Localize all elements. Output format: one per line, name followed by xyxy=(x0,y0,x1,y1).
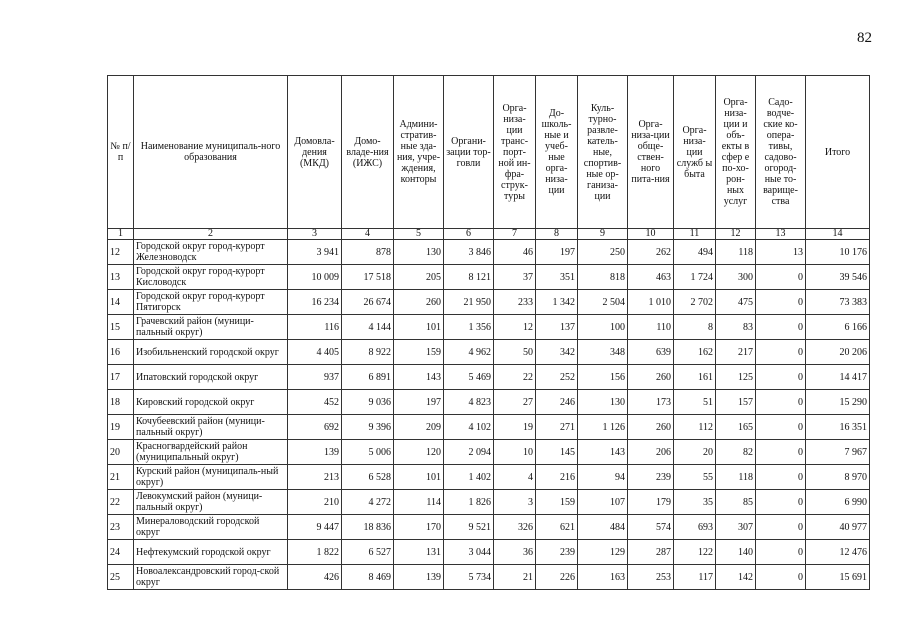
value-cell: 818 xyxy=(578,265,628,290)
row-number-cell: 17 xyxy=(108,365,134,390)
table-row xyxy=(108,365,870,390)
value-cell: 197 xyxy=(394,390,444,415)
municipality-name-cell: Кировский городской округ xyxy=(134,390,288,415)
value-cell: 83 xyxy=(716,315,756,340)
value-cell: 15 691 xyxy=(806,565,870,590)
table-row xyxy=(108,240,870,265)
table-row xyxy=(108,565,870,590)
value-cell: 9 447 xyxy=(288,515,342,540)
value-cell: 205 xyxy=(394,265,444,290)
value-cell: 271 xyxy=(536,415,578,440)
value-cell: 197 xyxy=(536,240,578,265)
value-cell: 262 xyxy=(628,240,674,265)
value-cell: 107 xyxy=(578,490,628,515)
value-cell: 217 xyxy=(716,340,756,365)
value-cell: 173 xyxy=(628,390,674,415)
value-cell: 9 521 xyxy=(444,515,494,540)
value-cell: 20 xyxy=(674,440,716,465)
value-cell: 4 962 xyxy=(444,340,494,365)
value-cell: 0 xyxy=(756,565,806,590)
value-cell: 1 356 xyxy=(444,315,494,340)
row-number-cell: 19 xyxy=(108,415,134,440)
column-header: Наименование муниципаль-ного образования xyxy=(134,76,288,229)
table-row xyxy=(108,415,870,440)
value-cell: 2 504 xyxy=(578,290,628,315)
value-cell: 26 674 xyxy=(342,290,394,315)
value-cell: 239 xyxy=(536,540,578,565)
column-header: № п/п xyxy=(108,76,134,229)
page-number: 82 xyxy=(857,30,872,46)
column-number: 9 xyxy=(578,229,628,240)
value-cell: 3 846 xyxy=(444,240,494,265)
column-header: Органи-зации тор-говли xyxy=(444,76,494,229)
column-number: 10 xyxy=(628,229,674,240)
value-cell: 55 xyxy=(674,465,716,490)
table-row xyxy=(108,265,870,290)
value-cell: 16 234 xyxy=(288,290,342,315)
table-row xyxy=(108,315,870,340)
value-cell: 326 xyxy=(494,515,536,540)
value-cell: 37 xyxy=(494,265,536,290)
value-cell: 20 206 xyxy=(806,340,870,365)
value-cell: 252 xyxy=(536,365,578,390)
value-cell: 10 176 xyxy=(806,240,870,265)
value-cell: 351 xyxy=(536,265,578,290)
table-row xyxy=(108,340,870,365)
column-header: Куль-турно-развле-катель-ные, спортив-ные ор-ганиза-ции xyxy=(578,76,628,229)
table-row xyxy=(108,515,870,540)
column-header: Орга-низа-ции обще-ствен-ного пита-ния xyxy=(628,76,674,229)
value-cell: 159 xyxy=(394,340,444,365)
value-cell: 348 xyxy=(578,340,628,365)
value-cell: 0 xyxy=(756,415,806,440)
value-cell: 4 102 xyxy=(444,415,494,440)
value-cell: 179 xyxy=(628,490,674,515)
value-cell: 621 xyxy=(536,515,578,540)
value-cell: 1 822 xyxy=(288,540,342,565)
value-cell: 1 342 xyxy=(536,290,578,315)
value-cell: 27 xyxy=(494,390,536,415)
value-cell: 165 xyxy=(716,415,756,440)
row-number-cell: 20 xyxy=(108,440,134,465)
value-cell: 162 xyxy=(674,340,716,365)
value-cell: 39 546 xyxy=(806,265,870,290)
value-cell: 137 xyxy=(536,315,578,340)
header-row xyxy=(108,76,870,229)
value-cell: 143 xyxy=(578,440,628,465)
column-header: Орга-низа-ции и объ-екты в сфер е по-хо-рон-ных услуг xyxy=(716,76,756,229)
column-number: 11 xyxy=(674,229,716,240)
municipality-name-cell: Городской округ город-курорт Пятигорск xyxy=(134,290,288,315)
value-cell: 13 xyxy=(756,240,806,265)
value-cell: 209 xyxy=(394,415,444,440)
value-cell: 40 977 xyxy=(806,515,870,540)
value-cell: 5 734 xyxy=(444,565,494,590)
municipality-name-cell: Нефтекумский городской округ xyxy=(134,540,288,565)
value-cell: 4 272 xyxy=(342,490,394,515)
value-cell: 51 xyxy=(674,390,716,415)
value-cell: 101 xyxy=(394,465,444,490)
row-number-cell: 24 xyxy=(108,540,134,565)
value-cell: 14 417 xyxy=(806,365,870,390)
value-cell: 0 xyxy=(756,540,806,565)
value-cell: 161 xyxy=(674,365,716,390)
value-cell: 0 xyxy=(756,365,806,390)
value-cell: 94 xyxy=(578,465,628,490)
value-cell: 937 xyxy=(288,365,342,390)
row-number-cell: 22 xyxy=(108,490,134,515)
value-cell: 287 xyxy=(628,540,674,565)
value-cell: 253 xyxy=(628,565,674,590)
value-cell: 475 xyxy=(716,290,756,315)
value-cell: 0 xyxy=(756,340,806,365)
value-cell: 12 xyxy=(494,315,536,340)
value-cell: 157 xyxy=(716,390,756,415)
value-cell: 8 xyxy=(674,315,716,340)
column-number: 4 xyxy=(342,229,394,240)
column-header: Итого xyxy=(806,76,870,229)
value-cell: 163 xyxy=(578,565,628,590)
waste-sources-table xyxy=(107,75,870,590)
value-cell: 639 xyxy=(628,340,674,365)
column-number: 12 xyxy=(716,229,756,240)
row-number-cell: 18 xyxy=(108,390,134,415)
value-cell: 2 094 xyxy=(444,440,494,465)
value-cell: 8 970 xyxy=(806,465,870,490)
column-number: 6 xyxy=(444,229,494,240)
value-cell: 0 xyxy=(756,315,806,340)
value-cell: 8 922 xyxy=(342,340,394,365)
table-row xyxy=(108,390,870,415)
value-cell: 1 010 xyxy=(628,290,674,315)
value-cell: 5 469 xyxy=(444,365,494,390)
column-number: 5 xyxy=(394,229,444,240)
value-cell: 5 006 xyxy=(342,440,394,465)
value-cell: 159 xyxy=(536,490,578,515)
value-cell: 4 405 xyxy=(288,340,342,365)
row-number-cell: 15 xyxy=(108,315,134,340)
value-cell: 300 xyxy=(716,265,756,290)
value-cell: 130 xyxy=(578,390,628,415)
row-number-cell: 13 xyxy=(108,265,134,290)
municipality-name-cell: Изобильненский городской округ xyxy=(134,340,288,365)
value-cell: 3 xyxy=(494,490,536,515)
value-cell: 21 950 xyxy=(444,290,494,315)
value-cell: 142 xyxy=(716,565,756,590)
value-cell: 110 xyxy=(628,315,674,340)
value-cell: 122 xyxy=(674,540,716,565)
value-cell: 260 xyxy=(628,365,674,390)
value-cell: 170 xyxy=(394,515,444,540)
value-cell: 100 xyxy=(578,315,628,340)
value-cell: 3 941 xyxy=(288,240,342,265)
value-cell: 4 144 xyxy=(342,315,394,340)
municipality-name-cell: Городской округ город-курорт Железноводск xyxy=(134,240,288,265)
value-cell: 226 xyxy=(536,565,578,590)
value-cell: 10 xyxy=(494,440,536,465)
value-cell: 36 xyxy=(494,540,536,565)
row-number-cell: 25 xyxy=(108,565,134,590)
value-cell: 693 xyxy=(674,515,716,540)
row-number-cell: 23 xyxy=(108,515,134,540)
value-cell: 9 036 xyxy=(342,390,394,415)
value-cell: 131 xyxy=(394,540,444,565)
value-cell: 6 528 xyxy=(342,465,394,490)
value-cell: 463 xyxy=(628,265,674,290)
value-cell: 1 826 xyxy=(444,490,494,515)
value-cell: 46 xyxy=(494,240,536,265)
value-cell: 342 xyxy=(536,340,578,365)
value-cell: 85 xyxy=(716,490,756,515)
value-cell: 484 xyxy=(578,515,628,540)
value-cell: 0 xyxy=(756,440,806,465)
value-cell: 307 xyxy=(716,515,756,540)
column-header: Орга-низа-ции транс-порт-ной ин-фра-струк-туры xyxy=(494,76,536,229)
value-cell: 112 xyxy=(674,415,716,440)
municipality-name-cell: Кочубеевский район (муници-пальный округ) xyxy=(134,415,288,440)
table-row xyxy=(108,290,870,315)
value-cell: 125 xyxy=(716,365,756,390)
column-number: 8 xyxy=(536,229,578,240)
value-cell: 6 527 xyxy=(342,540,394,565)
value-cell: 15 290 xyxy=(806,390,870,415)
value-cell: 35 xyxy=(674,490,716,515)
value-cell: 50 xyxy=(494,340,536,365)
value-cell: 120 xyxy=(394,440,444,465)
column-number: 13 xyxy=(756,229,806,240)
value-cell: 17 518 xyxy=(342,265,394,290)
value-cell: 118 xyxy=(716,240,756,265)
value-cell: 12 476 xyxy=(806,540,870,565)
value-cell: 117 xyxy=(674,565,716,590)
column-number-row xyxy=(108,229,870,240)
value-cell: 239 xyxy=(628,465,674,490)
value-cell: 260 xyxy=(394,290,444,315)
table-row xyxy=(108,465,870,490)
value-cell: 3 044 xyxy=(444,540,494,565)
value-cell: 250 xyxy=(578,240,628,265)
table-row xyxy=(108,540,870,565)
value-cell: 116 xyxy=(288,315,342,340)
value-cell: 143 xyxy=(394,365,444,390)
value-cell: 494 xyxy=(674,240,716,265)
row-number-cell: 14 xyxy=(108,290,134,315)
value-cell: 0 xyxy=(756,490,806,515)
value-cell: 246 xyxy=(536,390,578,415)
municipality-name-cell: Новоалександровский город-ской округ xyxy=(134,565,288,590)
value-cell: 260 xyxy=(628,415,674,440)
municipality-name-cell: Грачевский район (муници-пальный округ) xyxy=(134,315,288,340)
value-cell: 6 166 xyxy=(806,315,870,340)
value-cell: 0 xyxy=(756,390,806,415)
value-cell: 73 383 xyxy=(806,290,870,315)
value-cell: 7 967 xyxy=(806,440,870,465)
value-cell: 452 xyxy=(288,390,342,415)
value-cell: 4 823 xyxy=(444,390,494,415)
value-cell: 22 xyxy=(494,365,536,390)
value-cell: 233 xyxy=(494,290,536,315)
value-cell: 216 xyxy=(536,465,578,490)
column-number: 14 xyxy=(806,229,870,240)
value-cell: 4 xyxy=(494,465,536,490)
value-cell: 8 121 xyxy=(444,265,494,290)
value-cell: 213 xyxy=(288,465,342,490)
column-header: Орга-низа-ции служб ы быта xyxy=(674,76,716,229)
value-cell: 1 724 xyxy=(674,265,716,290)
value-cell: 156 xyxy=(578,365,628,390)
value-cell: 6 990 xyxy=(806,490,870,515)
value-cell: 206 xyxy=(628,440,674,465)
value-cell: 19 xyxy=(494,415,536,440)
value-cell: 426 xyxy=(288,565,342,590)
column-header: Админи-стратив-ные зда-ния, учре-ждения, конторы xyxy=(394,76,444,229)
value-cell: 878 xyxy=(342,240,394,265)
value-cell: 1 402 xyxy=(444,465,494,490)
value-cell: 118 xyxy=(716,465,756,490)
value-cell: 114 xyxy=(394,490,444,515)
table-body xyxy=(108,240,870,590)
value-cell: 0 xyxy=(756,515,806,540)
row-number-cell: 12 xyxy=(108,240,134,265)
column-header: До-школь-ные и учеб-ные орга-низа-ции xyxy=(536,76,578,229)
table-row xyxy=(108,440,870,465)
value-cell: 82 xyxy=(716,440,756,465)
value-cell: 101 xyxy=(394,315,444,340)
column-header: Садо-водче-ские ко-опера-тивы, садово-огород-ные то-варище-ства xyxy=(756,76,806,229)
value-cell: 1 126 xyxy=(578,415,628,440)
municipality-name-cell: Ипатовский городской округ xyxy=(134,365,288,390)
value-cell: 692 xyxy=(288,415,342,440)
value-cell: 0 xyxy=(756,290,806,315)
column-header: Домо-владе-ния (ИЖС) xyxy=(342,76,394,229)
municipality-name-cell: Курский район (муниципаль-ный округ) xyxy=(134,465,288,490)
row-number-cell: 16 xyxy=(108,340,134,365)
value-cell: 16 351 xyxy=(806,415,870,440)
column-number: 1 xyxy=(108,229,134,240)
municipality-name-cell: Минераловодский городской округ xyxy=(134,515,288,540)
table-row xyxy=(108,490,870,515)
value-cell: 9 396 xyxy=(342,415,394,440)
municipality-name-cell: Городской округ город-курорт Кисловодск xyxy=(134,265,288,290)
value-cell: 130 xyxy=(394,240,444,265)
value-cell: 210 xyxy=(288,490,342,515)
value-cell: 140 xyxy=(716,540,756,565)
value-cell: 574 xyxy=(628,515,674,540)
value-cell: 145 xyxy=(536,440,578,465)
column-number: 3 xyxy=(288,229,342,240)
municipality-name-cell: Левокумский район (муници-пальный округ) xyxy=(134,490,288,515)
value-cell: 8 469 xyxy=(342,565,394,590)
value-cell: 21 xyxy=(494,565,536,590)
value-cell: 6 891 xyxy=(342,365,394,390)
column-header: Домовла-дения (МКД) xyxy=(288,76,342,229)
column-number: 7 xyxy=(494,229,536,240)
value-cell: 139 xyxy=(394,565,444,590)
value-cell: 18 836 xyxy=(342,515,394,540)
row-number-cell: 21 xyxy=(108,465,134,490)
value-cell: 2 702 xyxy=(674,290,716,315)
value-cell: 0 xyxy=(756,465,806,490)
municipality-name-cell: Красногвардейский район (муниципальный округ) xyxy=(134,440,288,465)
value-cell: 0 xyxy=(756,265,806,290)
value-cell: 129 xyxy=(578,540,628,565)
column-number: 2 xyxy=(134,229,288,240)
value-cell: 10 009 xyxy=(288,265,342,290)
value-cell: 139 xyxy=(288,440,342,465)
